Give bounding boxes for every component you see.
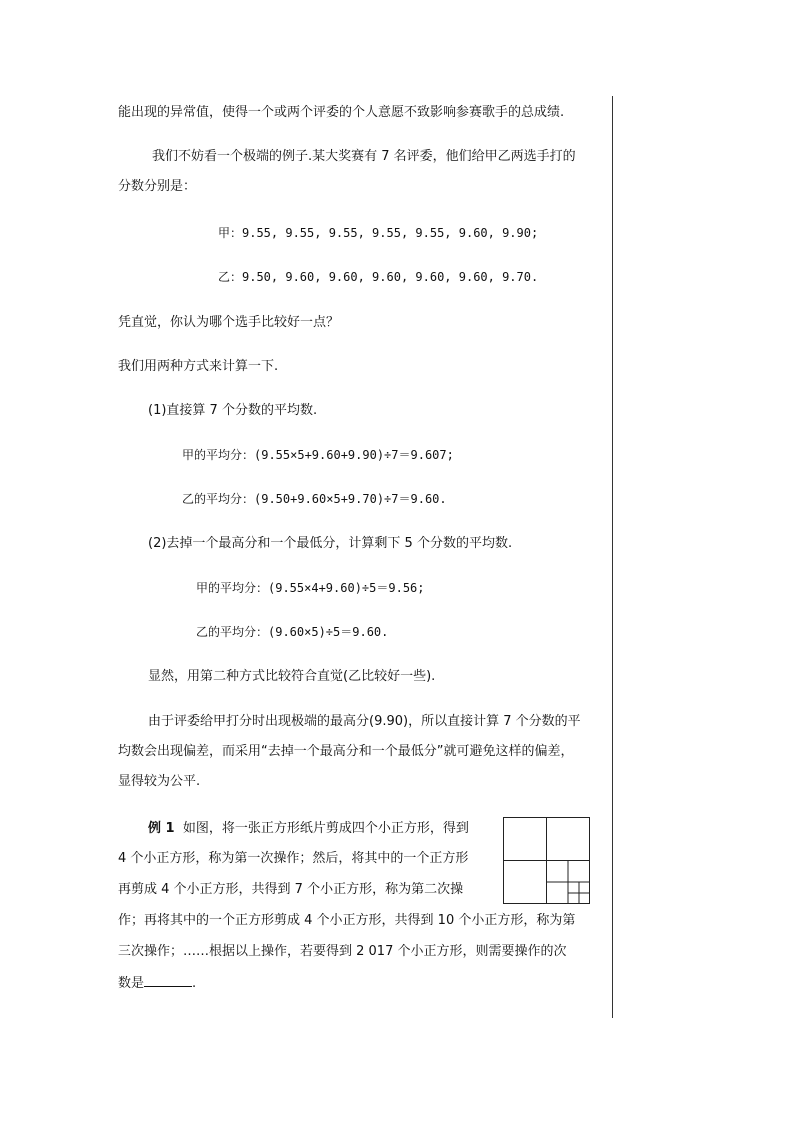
score-list-jia: 甲：9.55, 9.55, 9.55, 9.55, 9.55, 9.60, 9.90; <box>218 226 539 240</box>
score-list-yi: 乙：9.50, 9.60, 9.60, 9.60, 9.60, 9.60, 9.70. <box>218 270 539 284</box>
square-division-figure <box>503 817 591 905</box>
method-2-yi: 乙的平均分：(9.60×5)÷5＝9.60. <box>196 625 389 639</box>
example-text: 如图，将一张正方形纸片剪成四个小正方形，得到 <box>182 821 469 836</box>
paragraph-line: 三次操作；……根据以上操作，若要得到 2 017 个小正方形，则需要操作的次 <box>118 944 567 959</box>
paragraph-line: 4 个小正方形，称为第一次操作；然后，将其中的一个正方形 <box>118 851 469 866</box>
paragraph-line: 能出现的异常值，使得一个或两个评委的个人意愿不致影响参赛歌手的总成绩. <box>118 105 565 120</box>
paragraph-line: 显得较为公平. <box>118 774 201 789</box>
margin-rule <box>612 96 613 1018</box>
question-suffix: . <box>192 976 197 991</box>
paragraph-line: 我们用两种方式来计算一下. <box>118 359 279 374</box>
paragraph-line: 分数分别是： <box>118 179 197 194</box>
method-1-heading: (1)直接算 7 个分数的平均数. <box>148 403 318 418</box>
question-line <box>118 974 196 993</box>
method-1-yi: 乙的平均分：(9.50+9.60×5+9.70)÷7＝9.60. <box>182 492 447 506</box>
example-label: 例 1 <box>148 821 175 836</box>
paragraph-line: 均数会出现偏差，而采用“去掉一个最高分和一个最低分”就可避免这样的偏差， <box>118 744 574 759</box>
paragraph-line: 凭直觉，你认为哪个选手比较好一点？ <box>118 315 340 330</box>
method-2-jia: 甲的平均分：(9.55×4+9.60)÷5＝9.56; <box>196 581 425 595</box>
paragraph-line: 我们不妨看一个极端的例子.某大奖赛有 7 名评委，他们给甲乙两选手打的 <box>152 149 576 164</box>
example-1-line <box>148 820 469 838</box>
method-2-heading: (2)去掉一个最高分和一个最低分，计算剩下 5 个分数的平均数. <box>148 536 513 551</box>
answer-blank <box>144 974 192 987</box>
paragraph-line: 由于评委给甲打分时出现极端的最高分(9.90)，所以直接计算 7 个分数的平 <box>148 714 581 729</box>
paragraph-line: 作；再将其中的一个正方形剪成 4 个小正方形，共得到 10 个小正方形，称为第 <box>118 913 576 928</box>
question-prefix: 数是 <box>118 976 145 991</box>
paragraph-line: 再剪成 4 个小正方形，共得到 7 个小正方形，称为第二次操 <box>118 882 464 897</box>
conclusion-line: 显然，用第二种方式比较符合直觉(乙比较好一些). <box>148 669 436 684</box>
method-1-jia: 甲的平均分：(9.55×5+9.60+9.90)÷7＝9.607; <box>182 448 454 462</box>
